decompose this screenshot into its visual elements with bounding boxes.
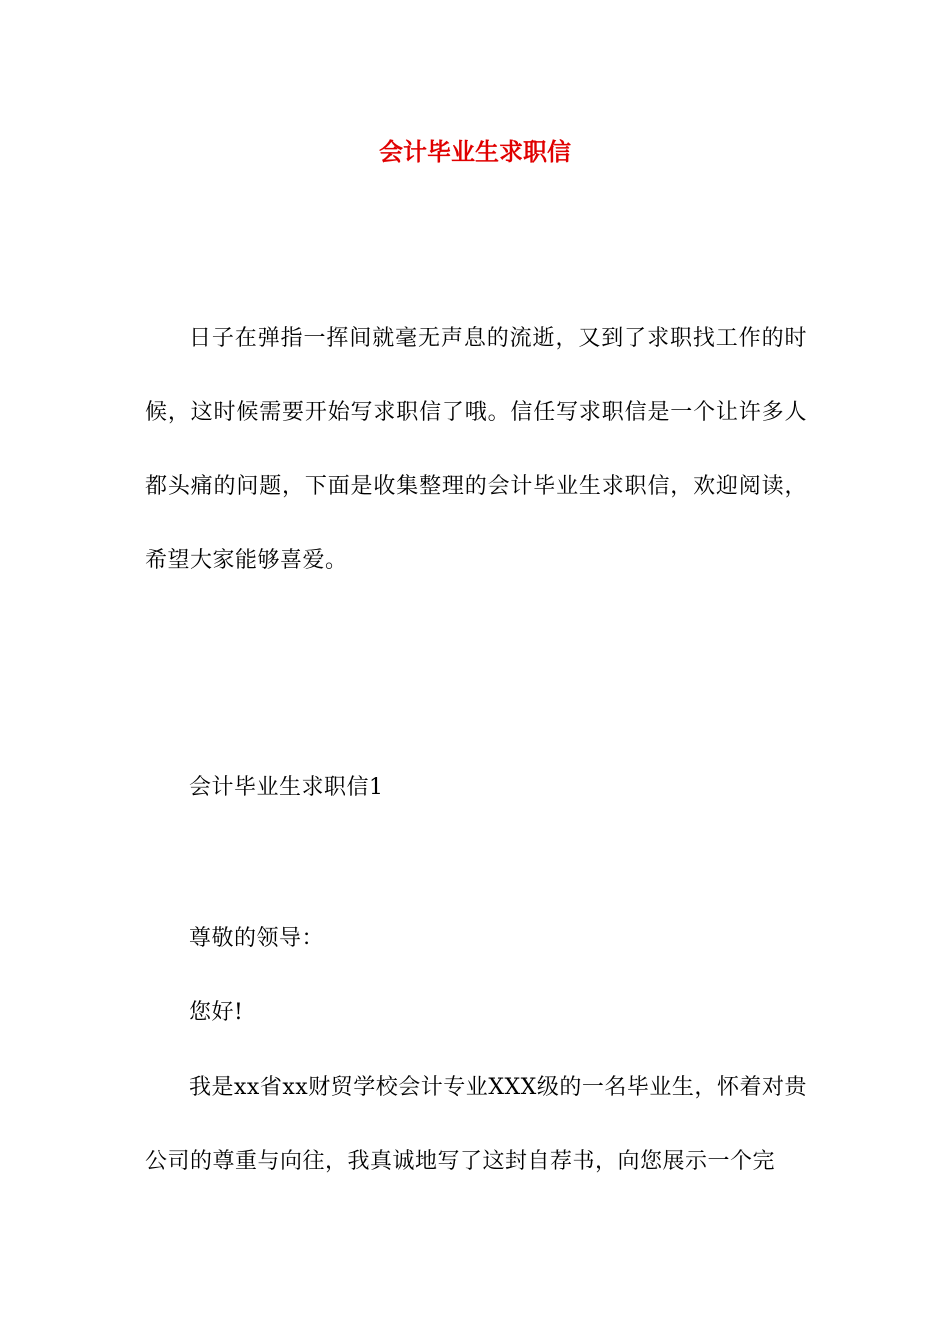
body-paragraph: 我是xx省xx财贸学校会计专业XXX级的一名毕业生，怀着对贵公司的尊重与向往，我真诚地写了这封自荐书，向您展示一个完 [145, 1075, 807, 1174]
salutation: 尊敬的领导： [189, 926, 325, 951]
intro-paragraph: 日子在弹指一挥间就毫无声息的流逝，又到了求职找工作的时候，这时候需要开始写求职信了哦。信任写求职信是一个让许多人都头痛的问题，下面是收集整理的会计毕业生求职信，欢迎阅读，希望大家能够喜爱。 [145, 326, 807, 573]
document-title: 会计毕业生求职信 [379, 137, 571, 166]
greeting: 您好! [189, 1000, 244, 1025]
section-heading: 会计毕业生求职信1 [189, 775, 384, 800]
